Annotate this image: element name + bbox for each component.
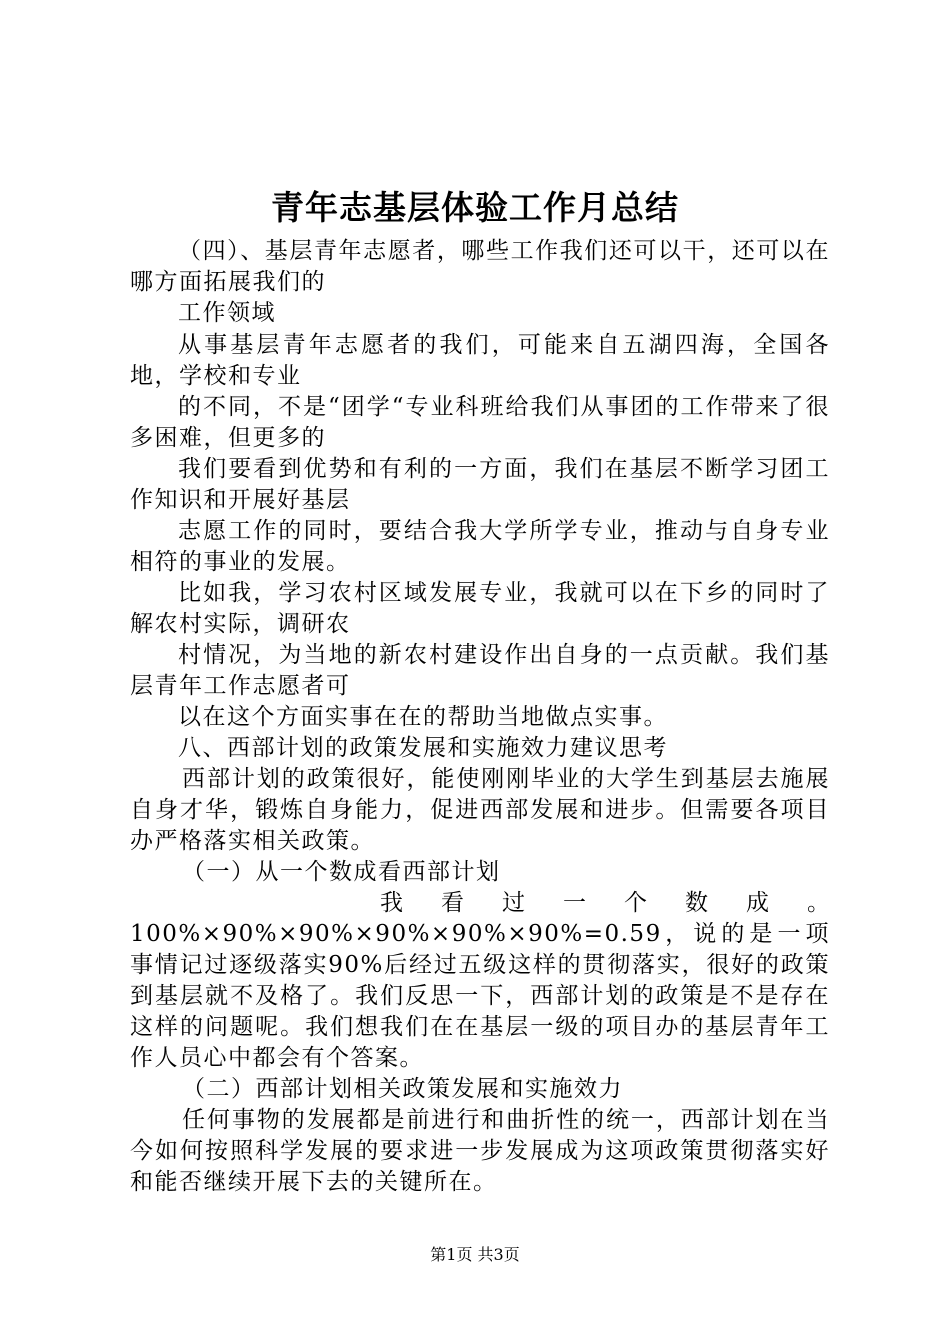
spaced-word: 看	[441, 890, 464, 916]
paragraph-11: 100%×90%×90%×90%×90%×90%=0.59，说的是一项事情记过逐级落实90%后经过五级这样的贯彻落实，很好的政策到基层就不及格了。我们反思一下，西部计划的政策是不是存在这样的问题呢。我们想我们在在基层一级的项目办的基层青年工作人员心中都会有个答案。	[130, 921, 830, 1071]
paragraph-2: 工作领域	[178, 300, 276, 326]
subsection-heading-1: （一）从一个数成看西部计划	[182, 859, 501, 885]
document-title: 青年志基层体验工作月总结	[271, 188, 679, 227]
spaced-word: 数	[685, 890, 708, 916]
spaced-word: 个	[624, 890, 647, 916]
spaced-word: 过	[502, 890, 525, 916]
paragraph-3: 从事基层青年志愿者的我们，可能来自五湖四海，全国各地，学校和专业	[130, 332, 830, 389]
paragraph-12: 任何事物的发展都是前进行和曲折性的统一，西部计划在当今如何按照科学发展的要求进一步发展成为这项政策贯彻落实好和能否继续开展下去的关键所在。	[130, 1107, 830, 1195]
paragraph-9: 以在这个方面实事在在的帮助当地做点实事。	[178, 704, 668, 730]
paragraph-10: 西部计划的政策很好，能使刚刚毕业的大学生到基层去施展自身才华，锻炼自身能力，促进西部发展和进步。但需要各项目办严格落实相关政策。	[130, 766, 830, 854]
paragraph-7: 比如我，学习农村区域发展专业，我就可以在下乡的同时了解农村实际，调研农	[130, 580, 830, 637]
page-footer: 第1页 共3页	[430, 1245, 520, 1264]
spaced-word: 一	[563, 890, 586, 916]
spaced-word: 我	[380, 890, 403, 916]
paragraph-8: 村情况，为当地的新农村建设作出自身的一点贡献。我们基层青年工作志愿者可	[130, 642, 830, 699]
subsection-heading-2: （二）西部计划相关政策发展和实施效力	[182, 1076, 623, 1102]
paragraph-1: （四）、基层青年志愿者，哪些工作我们还可以干，还可以在哪方面拓展我们的	[130, 238, 830, 295]
paragraph-6: 志愿工作的同时，要结合我大学所学专业，推动与自身专业相符的事业的发展。	[130, 518, 830, 575]
paragraph-5: 我们要看到优势和有利的一方面，我们在基层不断学习团工作知识和开展好基层	[130, 456, 830, 513]
spaced-word: 。	[807, 890, 830, 916]
document-body	[130, 236, 830, 1198]
spaced-sentence	[130, 888, 830, 919]
paragraph-4: 的不同，不是“团学“专业科班给我们从事团的工作带来了很多困难，但更多的	[130, 394, 830, 451]
spaced-word: 成	[746, 890, 769, 916]
section-heading-8: 八、西部计划的政策发展和实施效力建议思考	[178, 735, 668, 761]
